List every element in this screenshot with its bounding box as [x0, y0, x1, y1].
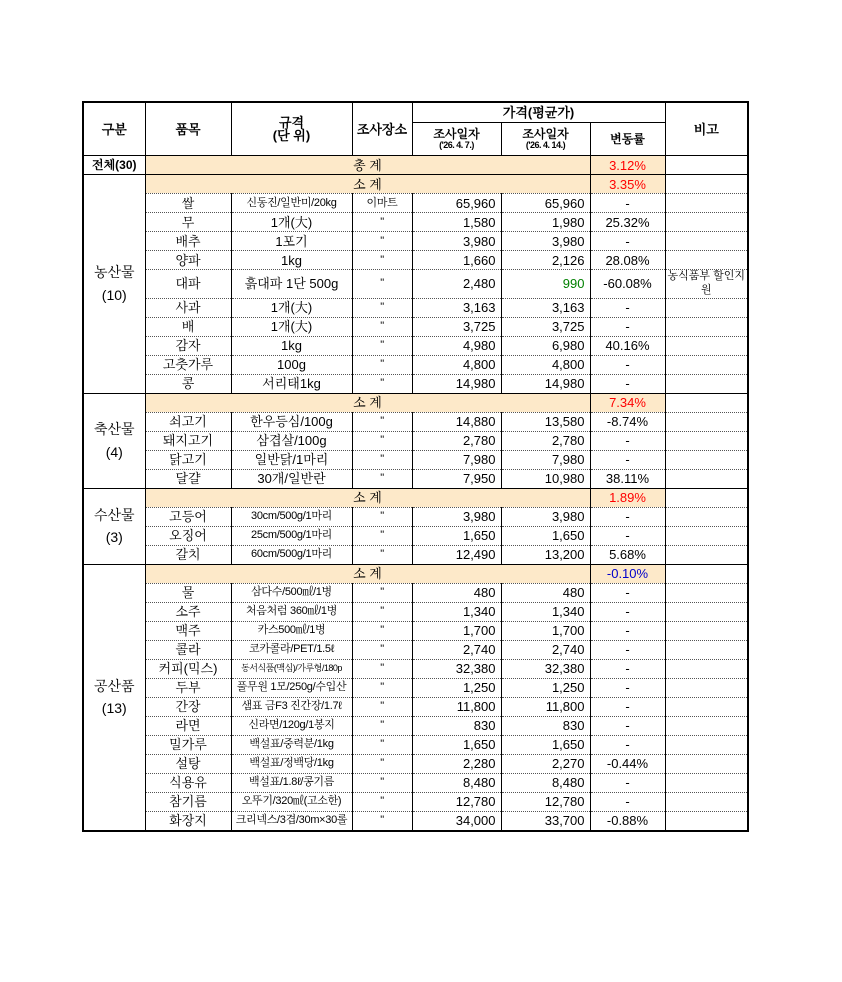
item-note — [665, 811, 748, 831]
change-rate: - — [590, 678, 665, 697]
item-note — [665, 792, 748, 811]
item-name: 밀가루 — [145, 735, 231, 754]
header-date1-line1: 조사일자 — [433, 126, 480, 141]
price-date1: 480 — [412, 583, 501, 602]
price-date1: 830 — [412, 716, 501, 735]
subtotal-title: 소 계 — [145, 393, 590, 412]
item-name: 대파 — [145, 270, 231, 299]
change-rate: 28.08% — [590, 251, 665, 270]
item-name: 배 — [145, 317, 231, 336]
item-place: " — [352, 792, 412, 811]
header-date1-line2: ('26. 4. 7.) — [439, 139, 474, 150]
item-name: 오징어 — [145, 526, 231, 545]
item-name: 사과 — [145, 298, 231, 317]
price-date2: 4,800 — [501, 355, 590, 374]
item-place: " — [352, 811, 412, 831]
table-row — [83, 298, 748, 317]
item-note — [665, 716, 748, 735]
price-date1: 1,660 — [412, 251, 501, 270]
price-date2: 32,380 — [501, 659, 590, 678]
item-place: " — [352, 754, 412, 773]
item-name: 식용유 — [145, 773, 231, 792]
price-date2: 13,580 — [501, 412, 590, 431]
change-rate: - — [590, 583, 665, 602]
change-rate: -8.74% — [590, 412, 665, 431]
price-date2: 2,270 — [501, 754, 590, 773]
item-place: " — [352, 583, 412, 602]
item-spec: 처음처럼 360㎖/1병 — [231, 602, 352, 621]
price-date2: 1,980 — [501, 213, 590, 232]
item-name: 콜라 — [145, 640, 231, 659]
item-note — [665, 545, 748, 564]
item-spec: 삼다수/500㎖/1병 — [231, 583, 352, 602]
table-row — [83, 792, 748, 811]
item-note — [665, 640, 748, 659]
item-name: 감자 — [145, 336, 231, 355]
item-spec: 흙대파 1단 500g — [231, 270, 352, 299]
group-count: (10) — [101, 286, 127, 303]
price-date2: 3,163 — [501, 298, 590, 317]
header-spec — [231, 102, 352, 156]
table-row — [83, 450, 748, 469]
header-note: 비고 — [665, 102, 748, 156]
subtotal-note — [665, 564, 748, 583]
header-price-group: 가격(평균가) — [412, 102, 665, 123]
change-rate: - — [590, 640, 665, 659]
item-place: " — [352, 251, 412, 270]
item-name: 달걀 — [145, 469, 231, 488]
item-place: " — [352, 659, 412, 678]
item-place: " — [352, 678, 412, 697]
table-row — [83, 412, 748, 431]
item-place: " — [352, 716, 412, 735]
table-row — [83, 583, 748, 602]
item-place: " — [352, 545, 412, 564]
item-place: 이마트 — [352, 194, 412, 213]
item-spec: 30개/일반란 — [231, 469, 352, 488]
price-date1: 2,740 — [412, 640, 501, 659]
item-note — [665, 412, 748, 431]
change-rate: 25.32% — [590, 213, 665, 232]
group-category — [83, 488, 145, 564]
table-row — [83, 194, 748, 213]
item-place: " — [352, 412, 412, 431]
price-date2: 1,650 — [501, 526, 590, 545]
item-note — [665, 317, 748, 336]
item-name: 배추 — [145, 232, 231, 251]
item-place: " — [352, 621, 412, 640]
header-item: 품목 — [145, 102, 231, 156]
item-name: 콩 — [145, 374, 231, 393]
group-name: 농산물 — [93, 264, 135, 281]
price-date2: 1,340 — [501, 602, 590, 621]
table-row — [83, 659, 748, 678]
item-note — [665, 374, 748, 393]
total-title: 총 계 — [145, 156, 590, 175]
price-date2: 3,980 — [501, 507, 590, 526]
item-note — [665, 431, 748, 450]
total-note — [665, 156, 748, 175]
item-spec: 삼겹살/100g — [231, 431, 352, 450]
item-spec: 카스500㎖/1병 — [231, 621, 352, 640]
item-spec: 1개(大) — [231, 298, 352, 317]
item-spec: 일반닭/1마리 — [231, 450, 352, 469]
table-row — [83, 716, 748, 735]
group-name: 축산물 — [93, 421, 135, 438]
group-count: (3) — [105, 529, 123, 545]
item-spec: 서리태1kg — [231, 374, 352, 393]
item-name: 물 — [145, 583, 231, 602]
table-row — [83, 640, 748, 659]
item-spec: 백설표/1.8ℓ/콩기름 — [231, 773, 352, 792]
table-row — [83, 374, 748, 393]
item-name: 참기름 — [145, 792, 231, 811]
item-spec: 25cm/500g/1마리 — [231, 526, 352, 545]
item-name: 맥주 — [145, 621, 231, 640]
item-name: 갈치 — [145, 545, 231, 564]
total-change: 3.12% — [590, 156, 665, 175]
change-rate: - — [590, 697, 665, 716]
item-name: 라면 — [145, 716, 231, 735]
price-date2: 3,980 — [501, 232, 590, 251]
subtotal-title: 소 계 — [145, 564, 590, 583]
item-name: 양파 — [145, 251, 231, 270]
subtotal-row — [83, 393, 748, 412]
subtotal-note — [665, 488, 748, 507]
change-rate: -60.08% — [590, 270, 665, 299]
price-date1: 14,980 — [412, 374, 501, 393]
change-rate: - — [590, 355, 665, 374]
item-spec: 백설표/정백당/1kg — [231, 754, 352, 773]
item-note — [665, 213, 748, 232]
price-date1: 3,163 — [412, 298, 501, 317]
table-row — [83, 355, 748, 374]
table-row — [83, 317, 748, 336]
item-place: " — [352, 697, 412, 716]
price-date1: 4,980 — [412, 336, 501, 355]
price-date1: 34,000 — [412, 811, 501, 831]
change-rate: - — [590, 659, 665, 678]
item-place: " — [352, 640, 412, 659]
item-place: " — [352, 270, 412, 299]
header-spec-line1: 규격 — [278, 115, 305, 130]
item-note — [665, 232, 748, 251]
table-row — [83, 735, 748, 754]
price-date2: 10,980 — [501, 469, 590, 488]
price-date1: 14,880 — [412, 412, 501, 431]
change-rate: - — [590, 792, 665, 811]
change-rate: - — [590, 374, 665, 393]
subtotal-row — [83, 488, 748, 507]
item-note — [665, 507, 748, 526]
group-count: (4) — [105, 443, 123, 460]
item-note — [665, 621, 748, 640]
total-label: 전체(30) — [83, 156, 145, 175]
item-note — [665, 469, 748, 488]
item-name: 화장지 — [145, 811, 231, 831]
price-date2: 13,200 — [501, 545, 590, 564]
subtotal-note — [665, 175, 748, 194]
item-spec: 신동진/일반미/20kg — [231, 194, 352, 213]
table-row — [83, 602, 748, 621]
item-spec: 60cm/500g/1마리 — [231, 545, 352, 564]
price-date2: 65,960 — [501, 194, 590, 213]
header-date2-line1: 조사일자 — [522, 126, 569, 141]
header-place: 조사장소 — [352, 102, 412, 156]
price-date1: 32,380 — [412, 659, 501, 678]
table-row — [83, 545, 748, 564]
table-row — [83, 469, 748, 488]
price-date2: 480 — [501, 583, 590, 602]
item-spec: 신라면/120g/1봉지 — [231, 716, 352, 735]
price-date2: 12,780 — [501, 792, 590, 811]
item-name: 간장 — [145, 697, 231, 716]
price-date2: 990 — [501, 270, 590, 299]
price-date2: 1,700 — [501, 621, 590, 640]
change-rate: - — [590, 621, 665, 640]
item-place: " — [352, 298, 412, 317]
price-date2: 1,250 — [501, 678, 590, 697]
price-date1: 3,980 — [412, 232, 501, 251]
item-spec: 오뚜기/320㎖(고소한) — [231, 792, 352, 811]
item-note — [665, 450, 748, 469]
item-note: 농식품부 할인지원 — [665, 270, 748, 299]
item-name: 두부 — [145, 678, 231, 697]
header-category: 구분 — [83, 102, 145, 156]
subtotal-change: 7.34% — [590, 393, 665, 412]
table-body — [83, 156, 748, 831]
price-date1: 12,780 — [412, 792, 501, 811]
change-rate: - — [590, 735, 665, 754]
change-rate: - — [590, 602, 665, 621]
item-note — [665, 583, 748, 602]
price-date1: 65,960 — [412, 194, 501, 213]
item-place: " — [352, 773, 412, 792]
item-spec: 1kg — [231, 251, 352, 270]
subtotal-row — [83, 175, 748, 194]
price-date2: 6,980 — [501, 336, 590, 355]
item-place: " — [352, 213, 412, 232]
price-date1: 1,250 — [412, 678, 501, 697]
price-date1: 7,950 — [412, 469, 501, 488]
price-date2: 7,980 — [501, 450, 590, 469]
item-spec: 1개(大) — [231, 317, 352, 336]
item-spec: 풀무원 1모/250g/수입산 — [231, 678, 352, 697]
price-date2: 14,980 — [501, 374, 590, 393]
item-name: 쇠고기 — [145, 412, 231, 431]
item-spec: 30cm/500g/1마리 — [231, 507, 352, 526]
price-date2: 830 — [501, 716, 590, 735]
group-category — [83, 175, 145, 394]
change-rate: - — [590, 232, 665, 251]
item-place: " — [352, 450, 412, 469]
table-row — [83, 251, 748, 270]
change-rate: - — [590, 526, 665, 545]
item-note — [665, 659, 748, 678]
item-note — [665, 336, 748, 355]
item-place: " — [352, 469, 412, 488]
subtotal-change: -0.10% — [590, 564, 665, 583]
item-place: " — [352, 355, 412, 374]
item-name: 고등어 — [145, 507, 231, 526]
subtotal-change: 1.89% — [590, 488, 665, 507]
subtotal-note — [665, 393, 748, 412]
item-name: 커피(믹스) — [145, 659, 231, 678]
header-change: 변동률 — [590, 123, 665, 156]
item-spec: 샘표 금F3 진간장/1.7ℓ — [231, 697, 352, 716]
item-spec: 1포기 — [231, 232, 352, 251]
item-place: " — [352, 507, 412, 526]
change-rate: -0.88% — [590, 811, 665, 831]
price-survey-table — [82, 101, 749, 832]
item-name: 돼지고기 — [145, 431, 231, 450]
item-spec: 한우등심/100g — [231, 412, 352, 431]
item-name: 무 — [145, 213, 231, 232]
price-date1: 3,980 — [412, 507, 501, 526]
item-note — [665, 526, 748, 545]
group-count: (13) — [101, 700, 127, 716]
price-date2: 3,725 — [501, 317, 590, 336]
item-note — [665, 194, 748, 213]
price-date1: 2,480 — [412, 270, 501, 299]
total-row — [83, 156, 748, 175]
header-date2 — [501, 123, 590, 156]
price-date1: 1,650 — [412, 526, 501, 545]
change-rate: - — [590, 431, 665, 450]
item-place: " — [352, 374, 412, 393]
group-name: 공산품 — [93, 677, 135, 694]
change-rate: - — [590, 317, 665, 336]
table-row — [83, 232, 748, 251]
item-name: 설탕 — [145, 754, 231, 773]
price-date1: 3,725 — [412, 317, 501, 336]
table-row — [83, 507, 748, 526]
item-note — [665, 678, 748, 697]
header-date2-line2: ('26. 4. 14.) — [525, 139, 566, 150]
group-category — [83, 393, 145, 488]
table-row — [83, 678, 748, 697]
price-date1: 1,340 — [412, 602, 501, 621]
item-note — [665, 298, 748, 317]
change-rate: - — [590, 194, 665, 213]
change-rate: - — [590, 450, 665, 469]
change-rate: - — [590, 507, 665, 526]
item-place: " — [352, 526, 412, 545]
change-rate: - — [590, 716, 665, 735]
item-place: " — [352, 735, 412, 754]
item-name: 소주 — [145, 602, 231, 621]
table-row — [83, 754, 748, 773]
item-spec: 1kg — [231, 336, 352, 355]
header-spec-line2: (단 위) — [272, 128, 311, 143]
item-place: " — [352, 232, 412, 251]
change-rate: - — [590, 298, 665, 317]
item-note — [665, 735, 748, 754]
table-row — [83, 697, 748, 716]
table-row — [83, 811, 748, 831]
price-date1: 8,480 — [412, 773, 501, 792]
item-note — [665, 773, 748, 792]
table-row — [83, 431, 748, 450]
change-rate: -0.44% — [590, 754, 665, 773]
item-name: 닭고기 — [145, 450, 231, 469]
header-date1 — [412, 123, 501, 156]
item-spec: 크리넥스/3겹/30m×30롤 — [231, 811, 352, 831]
subtotal-title: 소 계 — [145, 488, 590, 507]
price-date1: 4,800 — [412, 355, 501, 374]
item-spec: 코카콜라/PET/1.5ℓ — [231, 640, 352, 659]
item-note — [665, 602, 748, 621]
price-date2: 2,740 — [501, 640, 590, 659]
item-note — [665, 355, 748, 374]
change-rate: 40.16% — [590, 336, 665, 355]
change-rate: 5.68% — [590, 545, 665, 564]
item-place: " — [352, 602, 412, 621]
price-date1: 12,490 — [412, 545, 501, 564]
item-spec: 1개(大) — [231, 213, 352, 232]
item-note — [665, 754, 748, 773]
price-date2: 11,800 — [501, 697, 590, 716]
item-note — [665, 697, 748, 716]
price-date1: 11,800 — [412, 697, 501, 716]
item-name: 고춧가루 — [145, 355, 231, 374]
item-spec: 백설표/중력분/1kg — [231, 735, 352, 754]
table-row — [83, 621, 748, 640]
group-name: 수산물 — [93, 506, 135, 523]
table-row — [83, 270, 748, 299]
price-date2: 33,700 — [501, 811, 590, 831]
price-date1: 7,980 — [412, 450, 501, 469]
table-header — [83, 102, 748, 156]
item-place: " — [352, 336, 412, 355]
price-date2: 1,650 — [501, 735, 590, 754]
table-row — [83, 773, 748, 792]
change-rate: 38.11% — [590, 469, 665, 488]
price-date1: 2,280 — [412, 754, 501, 773]
price-date1: 1,580 — [412, 213, 501, 232]
item-note — [665, 251, 748, 270]
table-row — [83, 336, 748, 355]
change-rate: - — [590, 773, 665, 792]
group-category — [83, 564, 145, 831]
item-place: " — [352, 431, 412, 450]
subtotal-title: 소 계 — [145, 175, 590, 194]
item-place: " — [352, 317, 412, 336]
item-spec: 동서식품(맥심)/가루형/180p — [231, 659, 352, 678]
subtotal-change: 3.35% — [590, 175, 665, 194]
subtotal-row — [83, 564, 748, 583]
price-date1: 1,650 — [412, 735, 501, 754]
price-date2: 2,780 — [501, 431, 590, 450]
item-name: 쌀 — [145, 194, 231, 213]
table-row — [83, 213, 748, 232]
price-date1: 1,700 — [412, 621, 501, 640]
price-date1: 2,780 — [412, 431, 501, 450]
price-date2: 2,126 — [501, 251, 590, 270]
item-spec: 100g — [231, 355, 352, 374]
table-row — [83, 526, 748, 545]
price-date2: 8,480 — [501, 773, 590, 792]
